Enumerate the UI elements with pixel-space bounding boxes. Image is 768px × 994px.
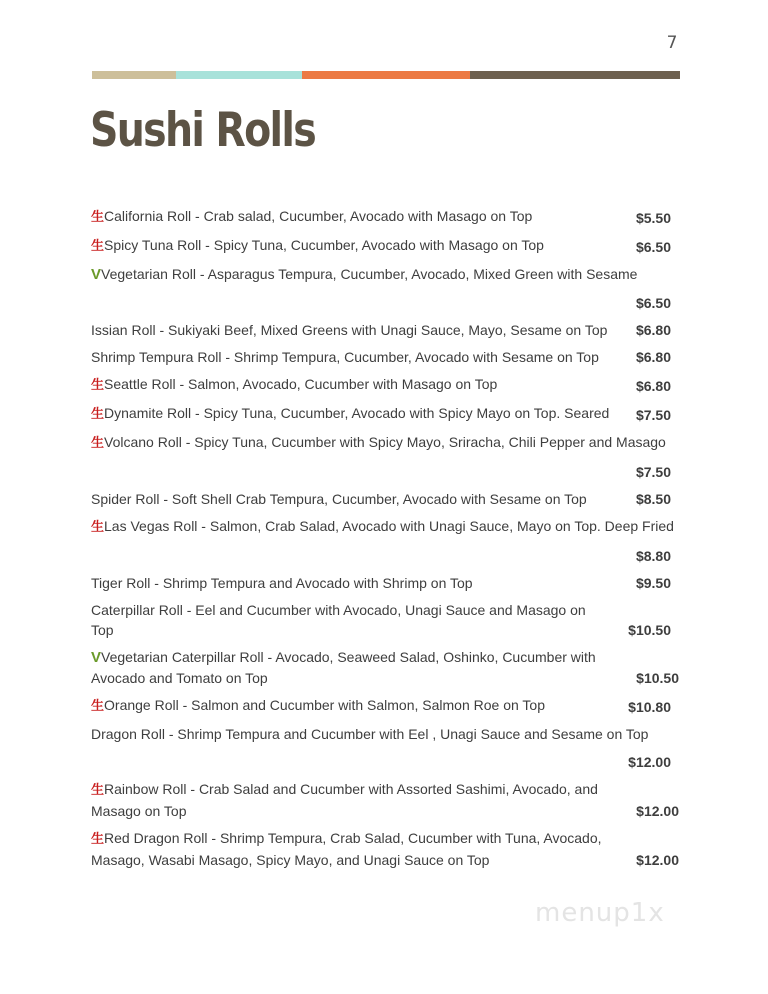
menu-item-price-line [91, 752, 681, 772]
menu-item-description: Dragon Roll - Shrimp Tempura and Cucumber with Eel , Unagi Sauce and Sesame on Top [91, 726, 649, 742]
menu-item [91, 264, 681, 313]
menu-item [91, 206, 681, 228]
menu-item-price-line [91, 546, 681, 566]
vegetarian-icon: V [91, 649, 102, 666]
menu-item-description: Issian Roll - Sukiyaki Beef, Mixed Greens with Unagi Sauce, Mayo, Sesame on Top [91, 322, 608, 338]
menu-item [91, 647, 681, 688]
menu-item-text [91, 320, 611, 340]
menu-item-price: $9.50 [635, 575, 671, 591]
menu-item-price: $6.50 [635, 239, 671, 255]
menu-item-price: $10.80 [628, 699, 671, 715]
menu-item-price: $12.00 [628, 754, 671, 770]
menu-item-price: $7.50 [635, 464, 671, 480]
color-bar-segment [302, 71, 470, 79]
menu-item-price: $10.50 [636, 670, 679, 686]
raw-fish-icon: 生 [91, 407, 105, 422]
menu-item-text [91, 489, 611, 509]
menu-item-description: Orange Roll - Salmon and Cucumber with Salmon, Salmon Roe on Top [104, 697, 545, 713]
menu-item-text [91, 573, 611, 593]
menu-item-description: Red Dragon Roll - Shrimp Tempura, Crab Salad, Cucumber with Tuna, Avocado, Masago, Wasabi Masago, Spicy Mayo, and Unagi Sauce on Top [91, 830, 602, 868]
menu-item-description: California Roll - Crab salad, Cucumber, Avocado with Masago on Top [104, 208, 533, 224]
menu-item-price: $8.50 [635, 491, 671, 507]
menu-item-text [91, 779, 611, 821]
menu-item-text [91, 235, 611, 257]
menu-item-description: Rainbow Roll - Crab Salad and Cucumber with Assorted Sashimi, Avocado, and Masago on Top [91, 781, 598, 819]
menu-item-text [91, 695, 611, 717]
menu-item-text [91, 828, 611, 870]
raw-fish-icon: 生 [91, 210, 105, 225]
menu-item [91, 600, 681, 640]
menu-item-text [91, 347, 611, 367]
menu-item-price: $5.50 [635, 210, 671, 226]
menu-item-price: $10.50 [628, 622, 671, 638]
menu-item-description: Volcano Roll - Spicy Tuna, Cucumber with Spicy Mayo, Sriracha, Chili Pepper and Masago [104, 434, 666, 450]
page-number: 7 [666, 33, 678, 53]
menu-item [91, 347, 681, 367]
menu-item [91, 779, 681, 821]
menu-item-description: Spider Roll - Soft Shell Crab Tempura, Cucumber, Avocado with Sesame on Top [91, 491, 587, 507]
menu-item [91, 489, 681, 509]
menu-item-text [91, 206, 611, 228]
menu-item-price: $6.80 [635, 322, 671, 338]
menu-item-price-line [91, 293, 681, 313]
menu-item [91, 573, 681, 593]
menu-item-description: Spicy Tuna Roll - Spicy Tuna, Cucumber, Avocado with Masago on Top [104, 237, 544, 253]
menu-item [91, 403, 681, 425]
raw-fish-icon: 生 [91, 239, 105, 254]
menu-item-description: Shrimp Tempura Roll - Shrimp Tempura, Cucumber, Avocado with Sesame on Top [91, 349, 599, 365]
menu-item-price: $6.80 [635, 349, 671, 365]
menu-item-price-line [91, 462, 681, 482]
menu-item [91, 374, 681, 396]
menu-item [91, 320, 681, 340]
menu-item-text [91, 600, 611, 640]
menu-item-text [91, 724, 681, 744]
menu-item-text [91, 516, 681, 538]
raw-fish-icon: 生 [91, 436, 105, 451]
raw-fish-icon: 生 [91, 378, 105, 393]
menu-item-text [91, 403, 611, 425]
raw-fish-icon: 生 [91, 832, 105, 847]
menu-item-price: $12.00 [636, 852, 679, 868]
menu-item-text [91, 432, 681, 454]
menu-item-description: Vegetarian Roll - Asparagus Tempura, Cucumber, Avocado, Mixed Green with Sesame [101, 266, 638, 282]
menu-list [91, 200, 681, 870]
menu-item-price: $12.00 [636, 803, 679, 819]
menu-item-description: Dynamite Roll - Spicy Tuna, Cucumber, Avocado with Spicy Mayo on Top. Seared [104, 405, 610, 421]
page-title: Sushi Rolls [90, 103, 316, 158]
raw-fish-icon: 生 [91, 520, 105, 535]
watermark-logo: menup1x [535, 898, 665, 928]
menu-item [91, 432, 681, 482]
menu-item-description: Caterpillar Roll - Eel and Cucumber with Avocado, Unagi Sauce and Masago on Top [91, 602, 586, 638]
menu-item [91, 695, 681, 717]
color-bar-segment [176, 71, 302, 79]
menu-item [91, 235, 681, 257]
menu-item [91, 724, 681, 772]
menu-item-description: Seattle Roll - Salmon, Avocado, Cucumber with Masago on Top [104, 376, 498, 392]
raw-fish-icon: 生 [91, 699, 105, 714]
raw-fish-icon: 生 [91, 783, 105, 798]
vegetarian-icon: V [91, 266, 102, 283]
menu-item-price: $6.50 [635, 295, 671, 311]
menu-item-text [91, 647, 611, 688]
menu-item-description: Vegetarian Caterpillar Roll - Avocado, Seaweed Salad, Oshinko, Cucumber with Avocado and Tomato on Top [91, 649, 596, 686]
color-bar [92, 71, 680, 79]
menu-item-price: $7.50 [635, 407, 671, 423]
color-bar-segment [92, 71, 176, 79]
menu-item [91, 828, 681, 870]
menu-item-price: $6.80 [635, 378, 671, 394]
menu-item-description: Tiger Roll - Shrimp Tempura and Avocado with Shrimp on Top [91, 575, 473, 591]
menu-item-text [91, 264, 681, 285]
menu-item-text [91, 374, 611, 396]
color-bar-segment [470, 71, 680, 79]
menu-item-price: $8.80 [635, 548, 671, 564]
menu-item [91, 516, 681, 566]
menu-item-description: Las Vegas Roll - Salmon, Crab Salad, Avocado with Unagi Sauce, Mayo on Top. Deep Fried [104, 518, 674, 534]
